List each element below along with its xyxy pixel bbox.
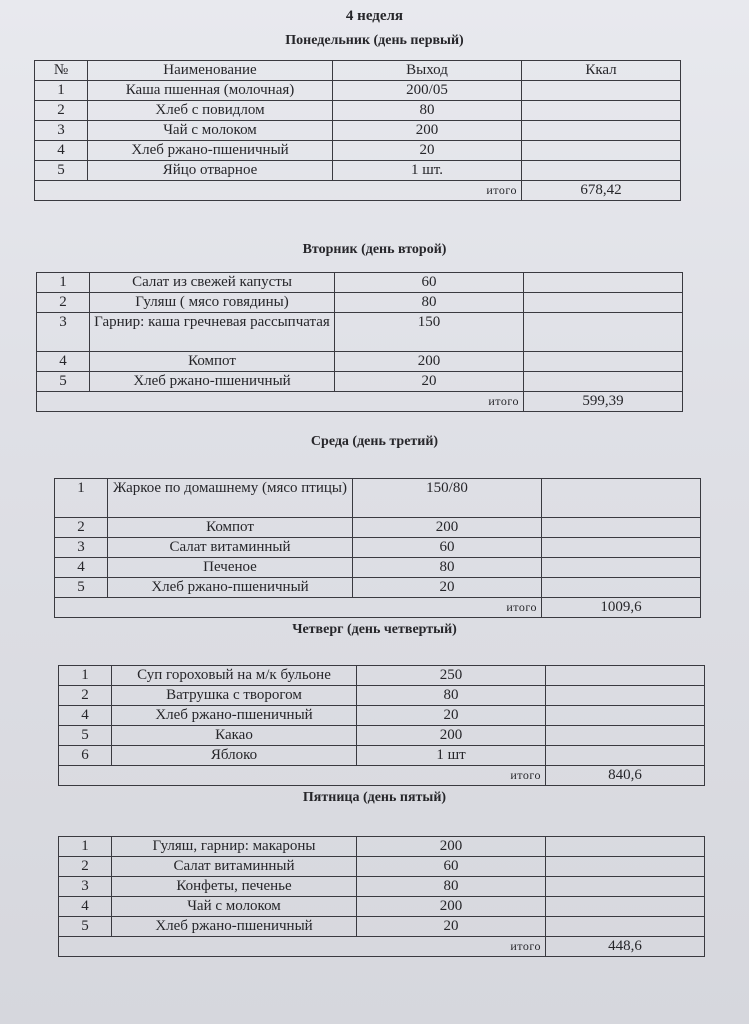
total-row	[35, 181, 681, 201]
row-num: 1	[37, 273, 90, 293]
day-title-wednesday: Среда (день третий)	[310, 434, 439, 449]
row-output: 80	[333, 101, 522, 121]
row-num: 4	[35, 141, 88, 161]
total-value: 448,6	[546, 937, 705, 957]
header-num: №	[35, 61, 88, 81]
row-output: 20	[357, 706, 546, 726]
table-row	[35, 141, 681, 161]
row-num: 3	[35, 121, 88, 141]
row-num: 2	[55, 518, 108, 538]
total-row	[55, 598, 701, 618]
header-kcal: Ккал	[522, 61, 681, 81]
row-name: Хлеб ржано-пшеничный	[108, 578, 353, 598]
table-row	[35, 81, 681, 101]
row-output: 80	[357, 877, 546, 897]
header-output: Выход	[333, 61, 522, 81]
row-num: 1	[59, 837, 112, 857]
week-title: 4 неделя	[345, 8, 404, 24]
row-kcal	[546, 746, 705, 766]
row-name: Гуляш, гарнир: макароны	[112, 837, 357, 857]
row-num: 2	[59, 857, 112, 877]
table-row	[59, 917, 705, 937]
row-num: 4	[55, 558, 108, 578]
row-num: 5	[35, 161, 88, 181]
total-label: итого	[35, 181, 522, 201]
table-row	[35, 121, 681, 141]
row-num: 6	[59, 746, 112, 766]
total-row	[59, 766, 705, 786]
row-num: 3	[37, 313, 90, 352]
row-output: 150/80	[353, 479, 542, 518]
row-name: Печеное	[108, 558, 353, 578]
row-num: 4	[59, 897, 112, 917]
table-row	[37, 293, 683, 313]
row-name: Хлеб ржано-пшеничный	[112, 917, 357, 937]
row-kcal	[546, 857, 705, 877]
row-kcal	[546, 686, 705, 706]
day-title-friday: Пятница (день пятый)	[302, 790, 447, 805]
total-label: итого	[55, 598, 542, 618]
row-name: Гарнир: каша гречневая рассыпчатая	[90, 313, 335, 352]
row-kcal	[542, 578, 701, 598]
table-row	[59, 686, 705, 706]
row-name: Хлеб ржано-пшеничный	[90, 372, 335, 392]
row-output: 200	[357, 837, 546, 857]
row-name: Хлеб с повидлом	[88, 101, 333, 121]
row-kcal	[522, 101, 681, 121]
total-row	[37, 392, 683, 412]
row-kcal	[524, 293, 683, 313]
day-title-thursday: Четверг (день четвертый)	[292, 622, 457, 637]
row-output: 60	[335, 273, 524, 293]
row-kcal	[542, 479, 701, 518]
row-output: 60	[357, 857, 546, 877]
row-output: 80	[335, 293, 524, 313]
total-value: 678,42	[522, 181, 681, 201]
row-num: 1	[55, 479, 108, 518]
table-row	[59, 857, 705, 877]
row-name: Хлеб ржано-пшеничный	[112, 706, 357, 726]
row-name: Какао	[112, 726, 357, 746]
row-output: 250	[357, 666, 546, 686]
table-row	[59, 897, 705, 917]
table-row	[59, 837, 705, 857]
menu-table-wednesday	[54, 478, 701, 618]
table-row	[35, 161, 681, 181]
row-kcal	[522, 141, 681, 161]
header-name: Наименование	[88, 61, 333, 81]
row-output: 200	[335, 352, 524, 372]
total-value: 840,6	[546, 766, 705, 786]
row-kcal	[524, 313, 683, 352]
day-title-tuesday: Вторник (день второй)	[302, 242, 447, 257]
row-name: Яблоко	[112, 746, 357, 766]
row-kcal	[546, 706, 705, 726]
row-num: 5	[59, 726, 112, 746]
row-output: 20	[333, 141, 522, 161]
total-value: 1009,6	[542, 598, 701, 618]
table-row	[55, 479, 701, 518]
table-row	[55, 518, 701, 538]
row-name: Салат витаминный	[112, 857, 357, 877]
row-num: 5	[59, 917, 112, 937]
table-header-row	[35, 61, 681, 81]
row-kcal	[546, 666, 705, 686]
table-row	[59, 877, 705, 897]
row-kcal	[542, 558, 701, 578]
total-value: 599,39	[524, 392, 683, 412]
table-row	[55, 558, 701, 578]
row-name: Салат из свежей капусты	[90, 273, 335, 293]
row-name: Суп гороховый на м/к бульоне	[112, 666, 357, 686]
row-num: 3	[55, 538, 108, 558]
row-num: 1	[59, 666, 112, 686]
row-output: 20	[335, 372, 524, 392]
total-label: итого	[59, 766, 546, 786]
table-row	[59, 746, 705, 766]
menu-table-monday	[34, 60, 681, 201]
table-row	[55, 578, 701, 598]
table-row	[37, 273, 683, 293]
row-kcal	[546, 877, 705, 897]
table-row	[59, 706, 705, 726]
row-kcal	[522, 161, 681, 181]
row-output: 150	[335, 313, 524, 352]
row-output: 200	[353, 518, 542, 538]
row-name: Компот	[108, 518, 353, 538]
row-output: 1 шт.	[333, 161, 522, 181]
row-output: 200/05	[333, 81, 522, 101]
menu-table-friday	[58, 836, 705, 957]
row-output: 200	[357, 726, 546, 746]
row-kcal	[522, 81, 681, 101]
row-kcal	[522, 121, 681, 141]
row-num: 4	[59, 706, 112, 726]
menu-table-thursday	[58, 665, 705, 786]
row-kcal	[546, 917, 705, 937]
row-kcal	[546, 837, 705, 857]
row-output: 1 шт	[357, 746, 546, 766]
table-row	[59, 666, 705, 686]
row-name: Салат витаминный	[108, 538, 353, 558]
total-label: итого	[37, 392, 524, 412]
row-num: 2	[35, 101, 88, 121]
row-output: 200	[357, 897, 546, 917]
row-kcal	[542, 518, 701, 538]
row-num: 2	[59, 686, 112, 706]
total-label: итого	[59, 937, 546, 957]
row-name: Каша пшенная (молочная)	[88, 81, 333, 101]
row-kcal	[524, 273, 683, 293]
row-kcal	[524, 352, 683, 372]
row-kcal	[542, 538, 701, 558]
row-output: 20	[357, 917, 546, 937]
row-num: 1	[35, 81, 88, 101]
table-row	[37, 352, 683, 372]
table-row	[37, 313, 683, 352]
row-output: 200	[333, 121, 522, 141]
row-name: Хлеб ржано-пшеничный	[88, 141, 333, 161]
row-kcal	[546, 897, 705, 917]
row-num: 2	[37, 293, 90, 313]
row-output: 20	[353, 578, 542, 598]
row-name: Яйцо отварное	[88, 161, 333, 181]
row-output: 60	[353, 538, 542, 558]
row-kcal	[546, 726, 705, 746]
row-num: 4	[37, 352, 90, 372]
row-name: Гуляш ( мясо говядины)	[90, 293, 335, 313]
row-name: Компот	[90, 352, 335, 372]
table-row	[35, 101, 681, 121]
menu-table-tuesday	[36, 272, 683, 412]
row-kcal	[524, 372, 683, 392]
row-output: 80	[357, 686, 546, 706]
row-name: Чай с молоком	[112, 897, 357, 917]
row-name: Жаркое по домашнему (мясо птицы)	[108, 479, 353, 518]
table-row	[55, 538, 701, 558]
row-num: 5	[55, 578, 108, 598]
table-row	[37, 372, 683, 392]
total-row	[59, 937, 705, 957]
row-output: 80	[353, 558, 542, 578]
day-title-monday: Понедельник (день первый)	[285, 33, 464, 48]
row-num: 5	[37, 372, 90, 392]
row-name: Ватрушка с творогом	[112, 686, 357, 706]
table-row	[59, 726, 705, 746]
row-name: Чай с молоком	[88, 121, 333, 141]
row-num: 3	[59, 877, 112, 897]
row-name: Конфеты, печенье	[112, 877, 357, 897]
